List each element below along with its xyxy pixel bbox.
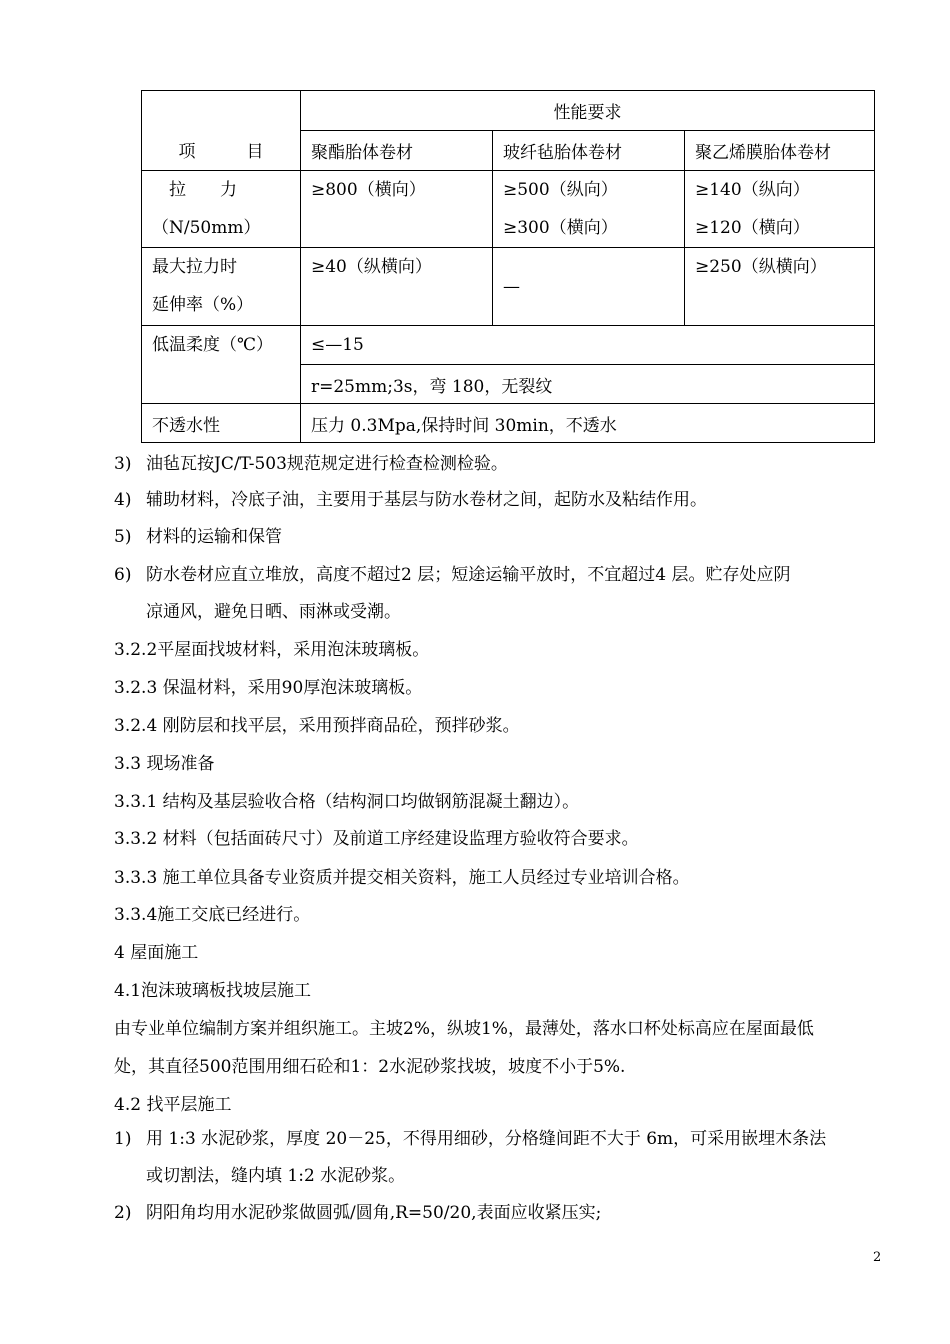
paragraph-text: 处，其直径500范围用细石砼和1：2水泥砂浆找坡，坡度不小于5%. [114, 1057, 626, 1077]
paragraph-line [114, 1194, 894, 1232]
paragraph-text: 材料的运输和保管 [146, 527, 282, 547]
paragraph-text: 凉通风，避免日晒、雨淋或受潮。 [146, 602, 401, 622]
section-heading [114, 972, 894, 1010]
paragraph-line [114, 593, 894, 631]
row-label-line: 最大拉力时 [152, 257, 237, 277]
paragraph-line [114, 1010, 894, 1048]
paragraph-line [114, 783, 894, 821]
row-label-impermeability: 不透水性 [142, 404, 301, 443]
table-cell [685, 171, 875, 248]
list-number: 5) [114, 527, 132, 547]
cell-value: ≥250（纵横向） [695, 257, 827, 277]
table-cell [301, 248, 493, 326]
table-cell [301, 171, 493, 248]
low-temp-value-1: ≤—15 [301, 326, 875, 365]
paragraph-line [114, 859, 894, 897]
page-number: 2 [873, 1250, 882, 1265]
paragraph-line [114, 518, 894, 556]
section-heading [114, 745, 894, 783]
paragraph-line [114, 481, 894, 519]
paragraph-line [114, 556, 894, 594]
row-label-line: 延伸率（%） [152, 295, 254, 315]
list-number: 6) [114, 565, 132, 585]
cell-value: ≥120（横向） [695, 218, 810, 238]
cell-value: — [503, 276, 520, 297]
row-label-line: （N/50mm） [152, 218, 261, 238]
paragraph-text: 3.3.4施工交底已经进行。 [114, 905, 311, 925]
item-header-cell [142, 91, 301, 171]
paragraph-line [114, 445, 894, 483]
row-label-low-temp [142, 326, 301, 404]
col-header-glassfiber: 玻纤毡胎体卷材 [493, 131, 685, 171]
paragraph-text: 防水卷材应直立堆放，高度不超过2 层；短途运输平放时，不宜超过4 层。贮存处应阴 [146, 565, 791, 585]
list-number: 1) [114, 1129, 132, 1149]
paragraph-text: 由专业单位编制方案并组织施工。主坡2%，纵坡1%，最薄处，落水口杯处标高应在屋面最低 [114, 1019, 814, 1039]
cell-value: ≥40（纵横向） [311, 257, 432, 277]
paragraph-text: 3.3 现场准备 [114, 754, 215, 774]
low-temp-value-2: r=25mm;3s，弯 180，无裂纹 [301, 365, 875, 404]
paragraph-text: 4.2 找平层施工 [114, 1095, 232, 1115]
paragraph-text: 3.3.1 结构及基层验收合格（结构洞口均做钢筋混凝土翻边）。 [114, 792, 580, 812]
paragraph-text: 3.3.3 施工单位具备专业资质并提交相关资料，施工人员经过专业培训合格。 [114, 868, 690, 888]
impermeability-value: 压力 0.3Mpa,保持时间 30min，不透水 [301, 404, 875, 443]
section-heading [114, 934, 894, 972]
paragraph-text: 用 1:3 水泥砂浆，厚度 20－25，不得用细砂，分格缝间距不大于 6m，可采用嵌埋木条法 [146, 1129, 827, 1149]
paragraph-text: 3.2.4 刚防层和找平层，采用预拌商品砼，预拌砂浆。 [114, 716, 520, 736]
item-label: 项 目 [178, 142, 264, 162]
cell-value: ≥140（纵向） [695, 180, 810, 200]
paragraph-text: 或切割法，缝内填 1:2 水泥砂浆。 [146, 1166, 406, 1186]
paragraph-text: 4.1泡沫玻璃板找坡层施工 [114, 981, 312, 1001]
paragraph-line [114, 820, 894, 858]
row-label-elongation [142, 248, 301, 326]
paragraph-text: 4 屋面施工 [114, 943, 199, 963]
paragraph-line [114, 669, 894, 707]
cell-value: ≥300（横向） [503, 218, 618, 238]
paragraph-text: 3.3.2 材料（包括面砖尺寸）及前道工序经建设监理方验收符合要求。 [114, 829, 639, 849]
table-cell [685, 248, 875, 326]
paragraph-line [114, 896, 894, 934]
table-cell [493, 171, 685, 248]
row-label-tensile [142, 171, 301, 248]
paragraph-text: 油毡瓦按JC/T-503规范规定进行检查检测检验。 [146, 454, 508, 474]
col-header-polyethylene: 聚乙烯膜胎体卷材 [685, 131, 875, 171]
performance-header: 性能要求 [301, 91, 875, 131]
paragraph-line [114, 631, 894, 669]
list-number: 2) [114, 1203, 132, 1223]
row-label-line: 低温柔度（℃） [152, 335, 274, 355]
cell-value: ≥500（纵向） [503, 180, 618, 200]
row-label-line: 拉 力 [152, 180, 237, 200]
paragraph-text: 阴阳角均用水泥砂浆做圆弧/圆角,R=50/20,表面应收紧压实; [146, 1203, 602, 1223]
section-heading [114, 1086, 894, 1124]
paragraph-text: 辅助材料，冷底子油，主要用于基层与防水卷材之间，起防水及粘结作用。 [146, 490, 707, 510]
list-number: 3) [114, 454, 132, 474]
table-cell [493, 248, 685, 326]
paragraph-line [114, 1120, 894, 1158]
cell-value: ≥800（横向） [311, 180, 426, 200]
paragraph-line [114, 1157, 894, 1195]
col-header-polyester: 聚酯胎体卷材 [301, 131, 493, 171]
paragraph-line [114, 707, 894, 745]
list-number: 4) [114, 490, 132, 510]
paragraph-text: 3.2.2平屋面找坡材料，采用泡沫玻璃板。 [114, 640, 430, 660]
paragraph-text: 3.2.3 保温材料，采用90厚泡沫玻璃板。 [114, 678, 423, 698]
paragraph-line [114, 1048, 894, 1086]
spec-table [141, 90, 875, 443]
